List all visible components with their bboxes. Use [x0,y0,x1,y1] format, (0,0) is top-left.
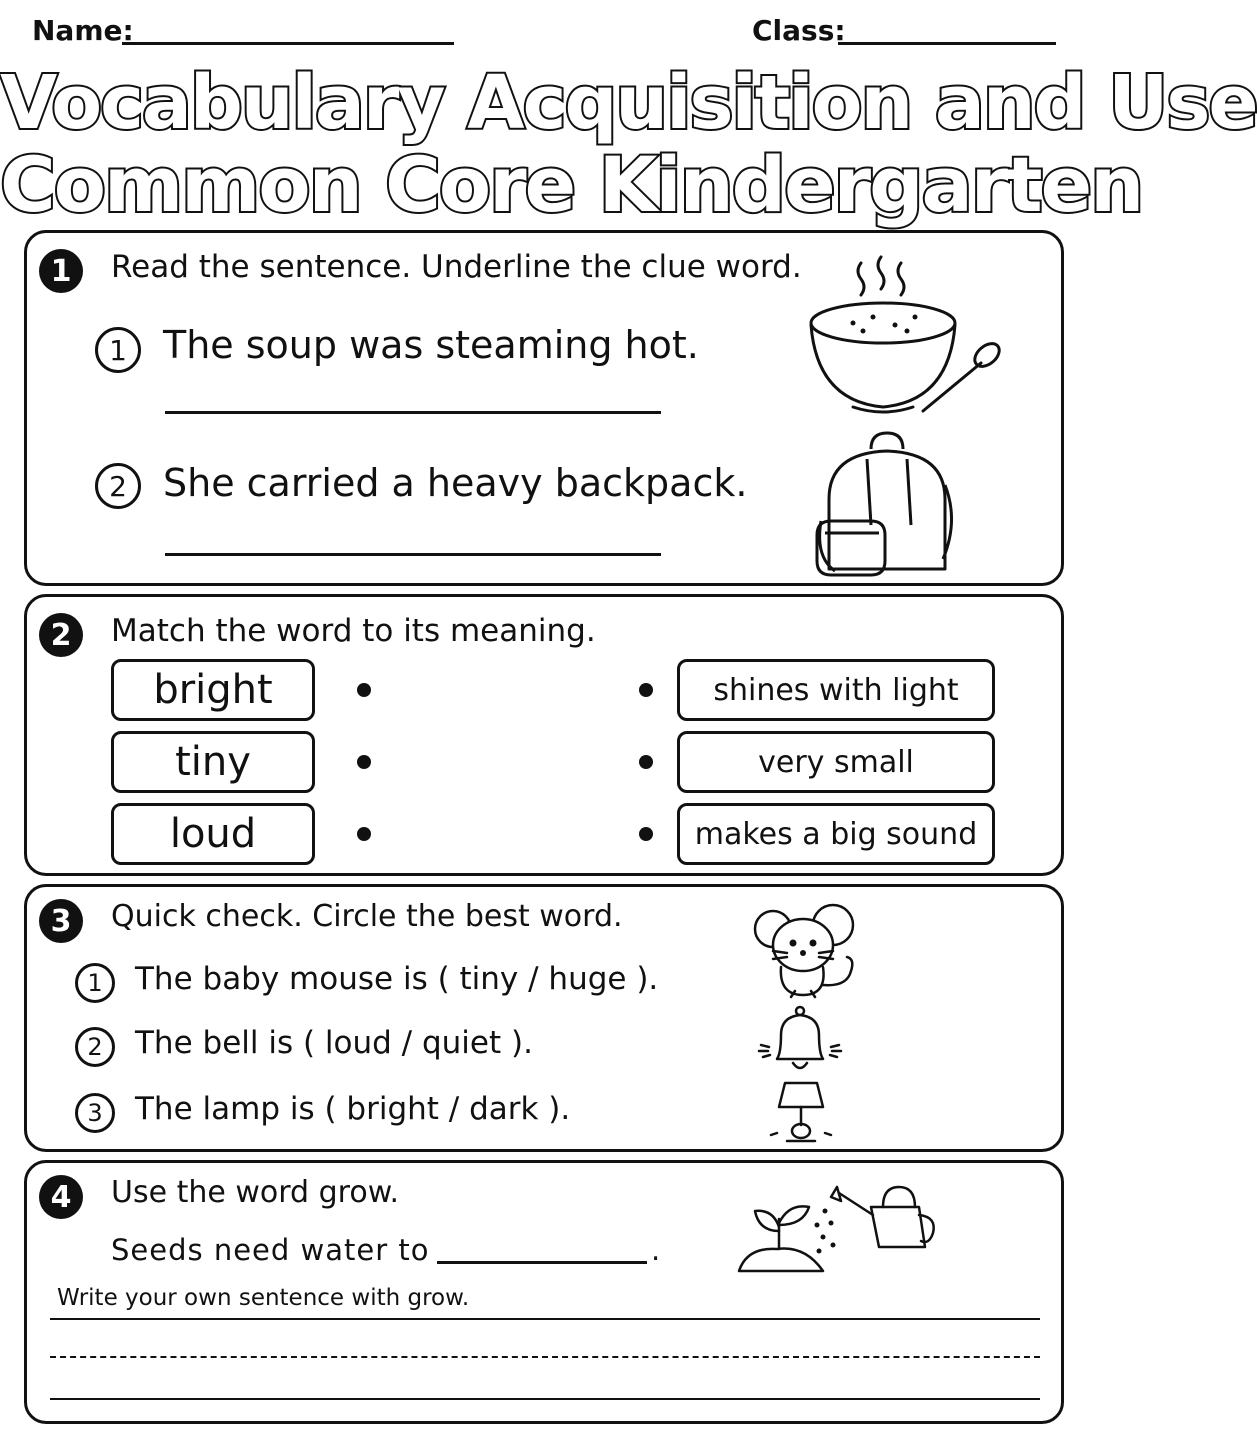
item-number: 1 [75,963,115,1003]
match-dot-left[interactable] [357,755,371,769]
name-label: Name: [32,14,134,47]
meaning-box: shines with light [677,659,995,721]
answer-line-1[interactable] [165,411,661,414]
quick-check-sentence-3: The lamp is ( bright / dark ). [135,1091,571,1127]
answer-line-2[interactable] [165,553,661,556]
word-box: loud [111,803,315,865]
title-line-2: Common Core Kindergarten [0,140,1143,229]
section-number-badge: 1 [39,249,83,293]
item-number: 2 [75,1027,115,1067]
quick-check-sentence-1: The baby mouse is ( tiny / huge ). [135,961,659,997]
section-number-badge: 2 [39,613,83,657]
section-2 [24,594,1064,876]
fill-in-blank[interactable] [437,1261,647,1264]
class-field[interactable] [838,42,1056,45]
item-number: 3 [75,1093,115,1133]
section-number-badge: 3 [39,899,83,943]
section-1-instruction: Read the sentence. Underline the clue word. [111,249,802,285]
sentence-2: She carried a heavy backpack. [163,461,748,505]
title-line-1: Vocabulary Acquisition and Use [0,60,1257,146]
lamp-icon [765,1079,837,1149]
section-3 [24,884,1064,1152]
fill-in-sentence: Seeds need water to [111,1233,430,1267]
writing-line-middle[interactable] [50,1356,1040,1358]
meaning-box: very small [677,731,995,793]
section-number-badge: 4 [39,1175,83,1219]
writing-line-bottom[interactable] [50,1398,1040,1400]
match-dot-left[interactable] [357,827,371,841]
section-2-instruction: Match the word to its meaning. [111,613,596,649]
writing-prompt: Write your own sentence with grow. [57,1285,470,1311]
backpack-icon [809,429,959,579]
section-3-instruction: Quick check. Circle the best word. [111,899,623,934]
item-number: 1 [95,327,141,373]
match-dot-left[interactable] [357,683,371,697]
match-dot-right[interactable] [639,827,653,841]
class-label: Class: [752,14,846,47]
name-field[interactable] [122,42,454,45]
watering-can-sprout-icon [733,1171,937,1279]
item-number: 2 [95,463,141,509]
mouse-icon [751,901,863,1001]
section-1 [24,230,1064,586]
soup-bowl-icon [803,251,1003,421]
sentence-1: The soup was steaming hot. [163,323,699,367]
bell-icon [757,1005,843,1077]
fill-in-period: . [651,1233,661,1267]
writing-line-top[interactable] [50,1318,1040,1320]
match-dot-right[interactable] [639,683,653,697]
match-dot-right[interactable] [639,755,653,769]
section-4-instruction: Use the word grow. [111,1175,400,1210]
meaning-box: makes a big sound [677,803,995,865]
quick-check-sentence-2: The bell is ( loud / quiet ). [135,1025,533,1061]
word-box: bright [111,659,315,721]
section-4 [24,1160,1064,1424]
word-box: tiny [111,731,315,793]
